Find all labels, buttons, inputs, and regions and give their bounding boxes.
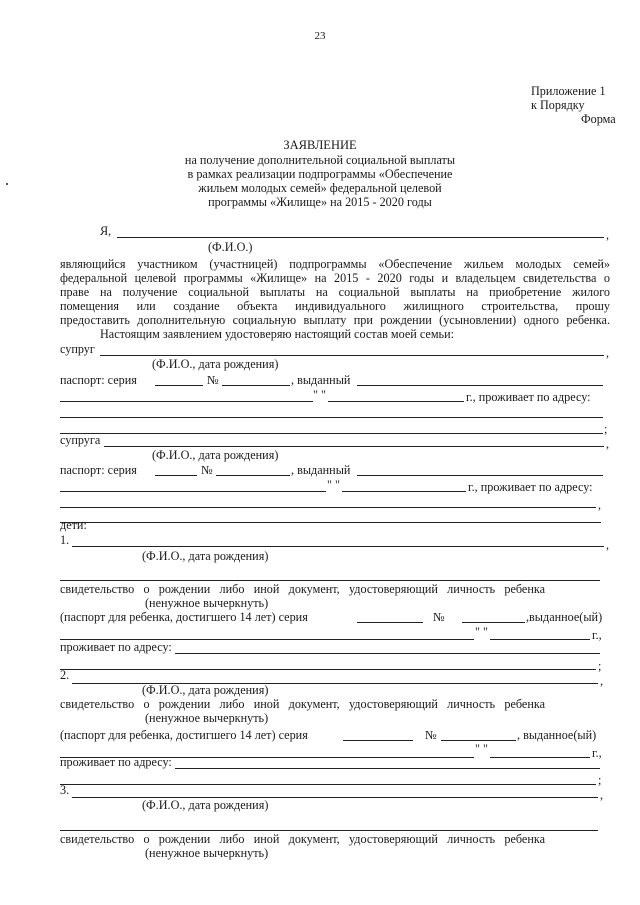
subtitle-line-1: на получение дополнительной социальной выплаты — [184, 153, 456, 167]
child-1-year: г., — [592, 628, 602, 642]
appendix-line-1: Приложение 1 — [531, 84, 606, 98]
child-2-date-quotes: " " — [475, 742, 488, 756]
applicant-prefix: Я, — [100, 224, 112, 238]
child-1-number-sign: № — [433, 610, 445, 624]
appendix-line-2: к Порядку — [531, 98, 585, 112]
husband-resides-label: г., проживает по адресу: — [466, 390, 591, 404]
wife-series-field[interactable] — [155, 475, 197, 476]
wife-caption: (Ф.И.О., дата рождения) — [152, 448, 279, 462]
child-1-caption: (Ф.И.О., дата рождения) — [142, 549, 269, 563]
child-1-issued-label: ,выданное(ый) — [526, 610, 603, 624]
wife-issued-label: , выданный — [291, 463, 351, 477]
wife-address-field-2[interactable] — [60, 522, 601, 523]
child-2-index: 2. — [60, 668, 70, 682]
child-1-semicolon: ; — [598, 659, 602, 673]
child-2-number-field[interactable] — [441, 740, 516, 741]
subtitle-line-3: жильем молодых семей» федеральной целевой — [198, 181, 442, 195]
subtitle-line-4: программы «Жилище» на 2015 - 2020 годы — [208, 195, 432, 209]
wife-address-field-1[interactable] — [60, 507, 596, 508]
child-3-index: 3. — [60, 783, 70, 797]
husband-passport-series-label: паспорт: серия — [60, 373, 137, 387]
applicant-fio-field[interactable] — [117, 237, 604, 238]
husband-semicolon: ; — [604, 422, 608, 436]
child-1-date-field[interactable] — [490, 639, 590, 640]
husband-caption: (Ф.И.О., дата рождения) — [152, 357, 279, 371]
husband-address-field-2[interactable] — [60, 433, 603, 434]
intro-line-3: праве на получение социальной выплаты на социальной выплаты на приобретение жилого — [60, 285, 610, 299]
husband-issued-label: , выданный — [291, 373, 351, 387]
wife-passport-series-label: паспорт: серия — [60, 463, 137, 477]
child-1-index: 1. — [60, 533, 70, 547]
intro-line-5: предоставить дополнительную социальную выплату при рождении (усыновлении) одного ребенка. — [60, 313, 610, 327]
child-2-comma: , — [600, 674, 604, 688]
child-2-series-field[interactable] — [343, 740, 413, 741]
husband-issued-field[interactable] — [357, 385, 603, 386]
child-1-strike-note: (ненужное вычеркнуть) — [145, 596, 269, 610]
child-2-strike-note: (ненужное вычеркнуть) — [145, 711, 269, 725]
child-3-strike-note: (ненужное вычеркнуть) — [145, 846, 269, 860]
appendix-line-3: Форма — [581, 112, 616, 126]
husband-comma: , — [606, 346, 610, 360]
child-2-address-field-1[interactable] — [175, 768, 600, 769]
family-statement: Настоящим заявлением удостоверяю настоящий состав моей семьи: — [100, 327, 455, 341]
wife-label: супруга — [60, 433, 101, 447]
husband-label: супруг — [60, 342, 95, 356]
child-1-extra-field[interactable] — [60, 580, 600, 581]
child-1-passport-label: (паспорт для ребенка, достигшего 14 лет) серия — [60, 610, 308, 624]
wife-number-field[interactable] — [216, 475, 290, 476]
child-1-address-field-1[interactable] — [175, 653, 600, 654]
child-2-resides-label: проживает по адресу: — [60, 755, 172, 769]
child-2-certificate: свидетельство о рождении либо иной документ, удостоверяющий личность ребенка — [60, 697, 545, 711]
children-label: дети: — [60, 518, 87, 532]
wife-issued-field-2[interactable] — [60, 491, 326, 492]
applicant-fio-caption: (Ф.И.О.) — [208, 240, 253, 254]
child-1-comma: , — [606, 538, 610, 552]
husband-issued-field-2[interactable] — [60, 401, 313, 402]
subtitle-line-2: в рамках реализации подпрограммы «Обеспечение — [187, 167, 453, 181]
intro-line-4: помещения или создание объекта индивидуального жилищного строительства, прошу — [60, 299, 610, 313]
husband-address-field-1[interactable] — [60, 417, 603, 418]
wife-date-field[interactable] — [342, 491, 466, 492]
husband-date-quotes: " " — [313, 388, 326, 402]
husband-number-field[interactable] — [222, 385, 290, 386]
wife-comma: , — [606, 437, 610, 451]
child-2-semicolon: ; — [598, 773, 602, 787]
child-1-address-field-2[interactable] — [60, 669, 596, 670]
child-1-date-quotes: " " — [475, 625, 488, 639]
wife-resides-label: г., проживает по адресу: — [468, 480, 593, 494]
child-2-issued-label: , выданное(ый) — [517, 728, 597, 742]
child-1-fio-field[interactable] — [72, 546, 604, 547]
document-title: ЗАЯВЛЕНИЕ — [283, 138, 357, 152]
wife-issued-field[interactable] — [357, 475, 603, 476]
wife-comma-2: , — [598, 498, 602, 512]
page-number: 23 — [314, 30, 326, 42]
child-2-address-field-2[interactable] — [60, 784, 596, 785]
child-3-comma: , — [600, 788, 604, 802]
child-2-year: г., — [592, 746, 602, 760]
husband-date-field[interactable] — [328, 401, 464, 402]
intro-line-2: федеральной целевой программы «Жилище» на 2015 - 2020 годы и владельцем свидетельства о — [60, 271, 610, 285]
wife-number-sign: № — [201, 463, 213, 477]
child-2-caption: (Ф.И.О., дата рождения) — [142, 683, 269, 697]
child-2-date-field[interactable] — [490, 757, 590, 758]
child-2-passport-label: (паспорт для ребенка, достигшего 14 лет) серия — [60, 728, 308, 742]
child-1-number-field[interactable] — [462, 622, 525, 623]
wife-fio-field[interactable] — [104, 446, 604, 447]
child-1-resides-label: проживает по адресу: — [60, 640, 172, 654]
child-1-certificate: свидетельство о рождении либо иной документ, удостоверяющий личность ребенка — [60, 582, 545, 596]
child-3-extra-field[interactable] — [60, 830, 598, 831]
child-2-number-sign: № — [425, 728, 437, 742]
husband-fio-field[interactable] — [100, 355, 604, 356]
applicant-comma: , — [606, 228, 610, 242]
child-3-certificate: свидетельство о рождении либо иной документ, удостоверяющий личность ребенка — [60, 832, 545, 846]
child-3-caption: (Ф.И.О., дата рождения) — [142, 798, 269, 812]
husband-number-sign: № — [207, 373, 219, 387]
husband-series-field[interactable] — [155, 385, 203, 386]
intro-line-1: являющийся участником (участницей) подпрограммы «Обеспечение жильем молодых семей» — [60, 257, 610, 271]
child-1-series-field[interactable] — [357, 622, 423, 623]
wife-date-quotes: " " — [327, 478, 340, 492]
